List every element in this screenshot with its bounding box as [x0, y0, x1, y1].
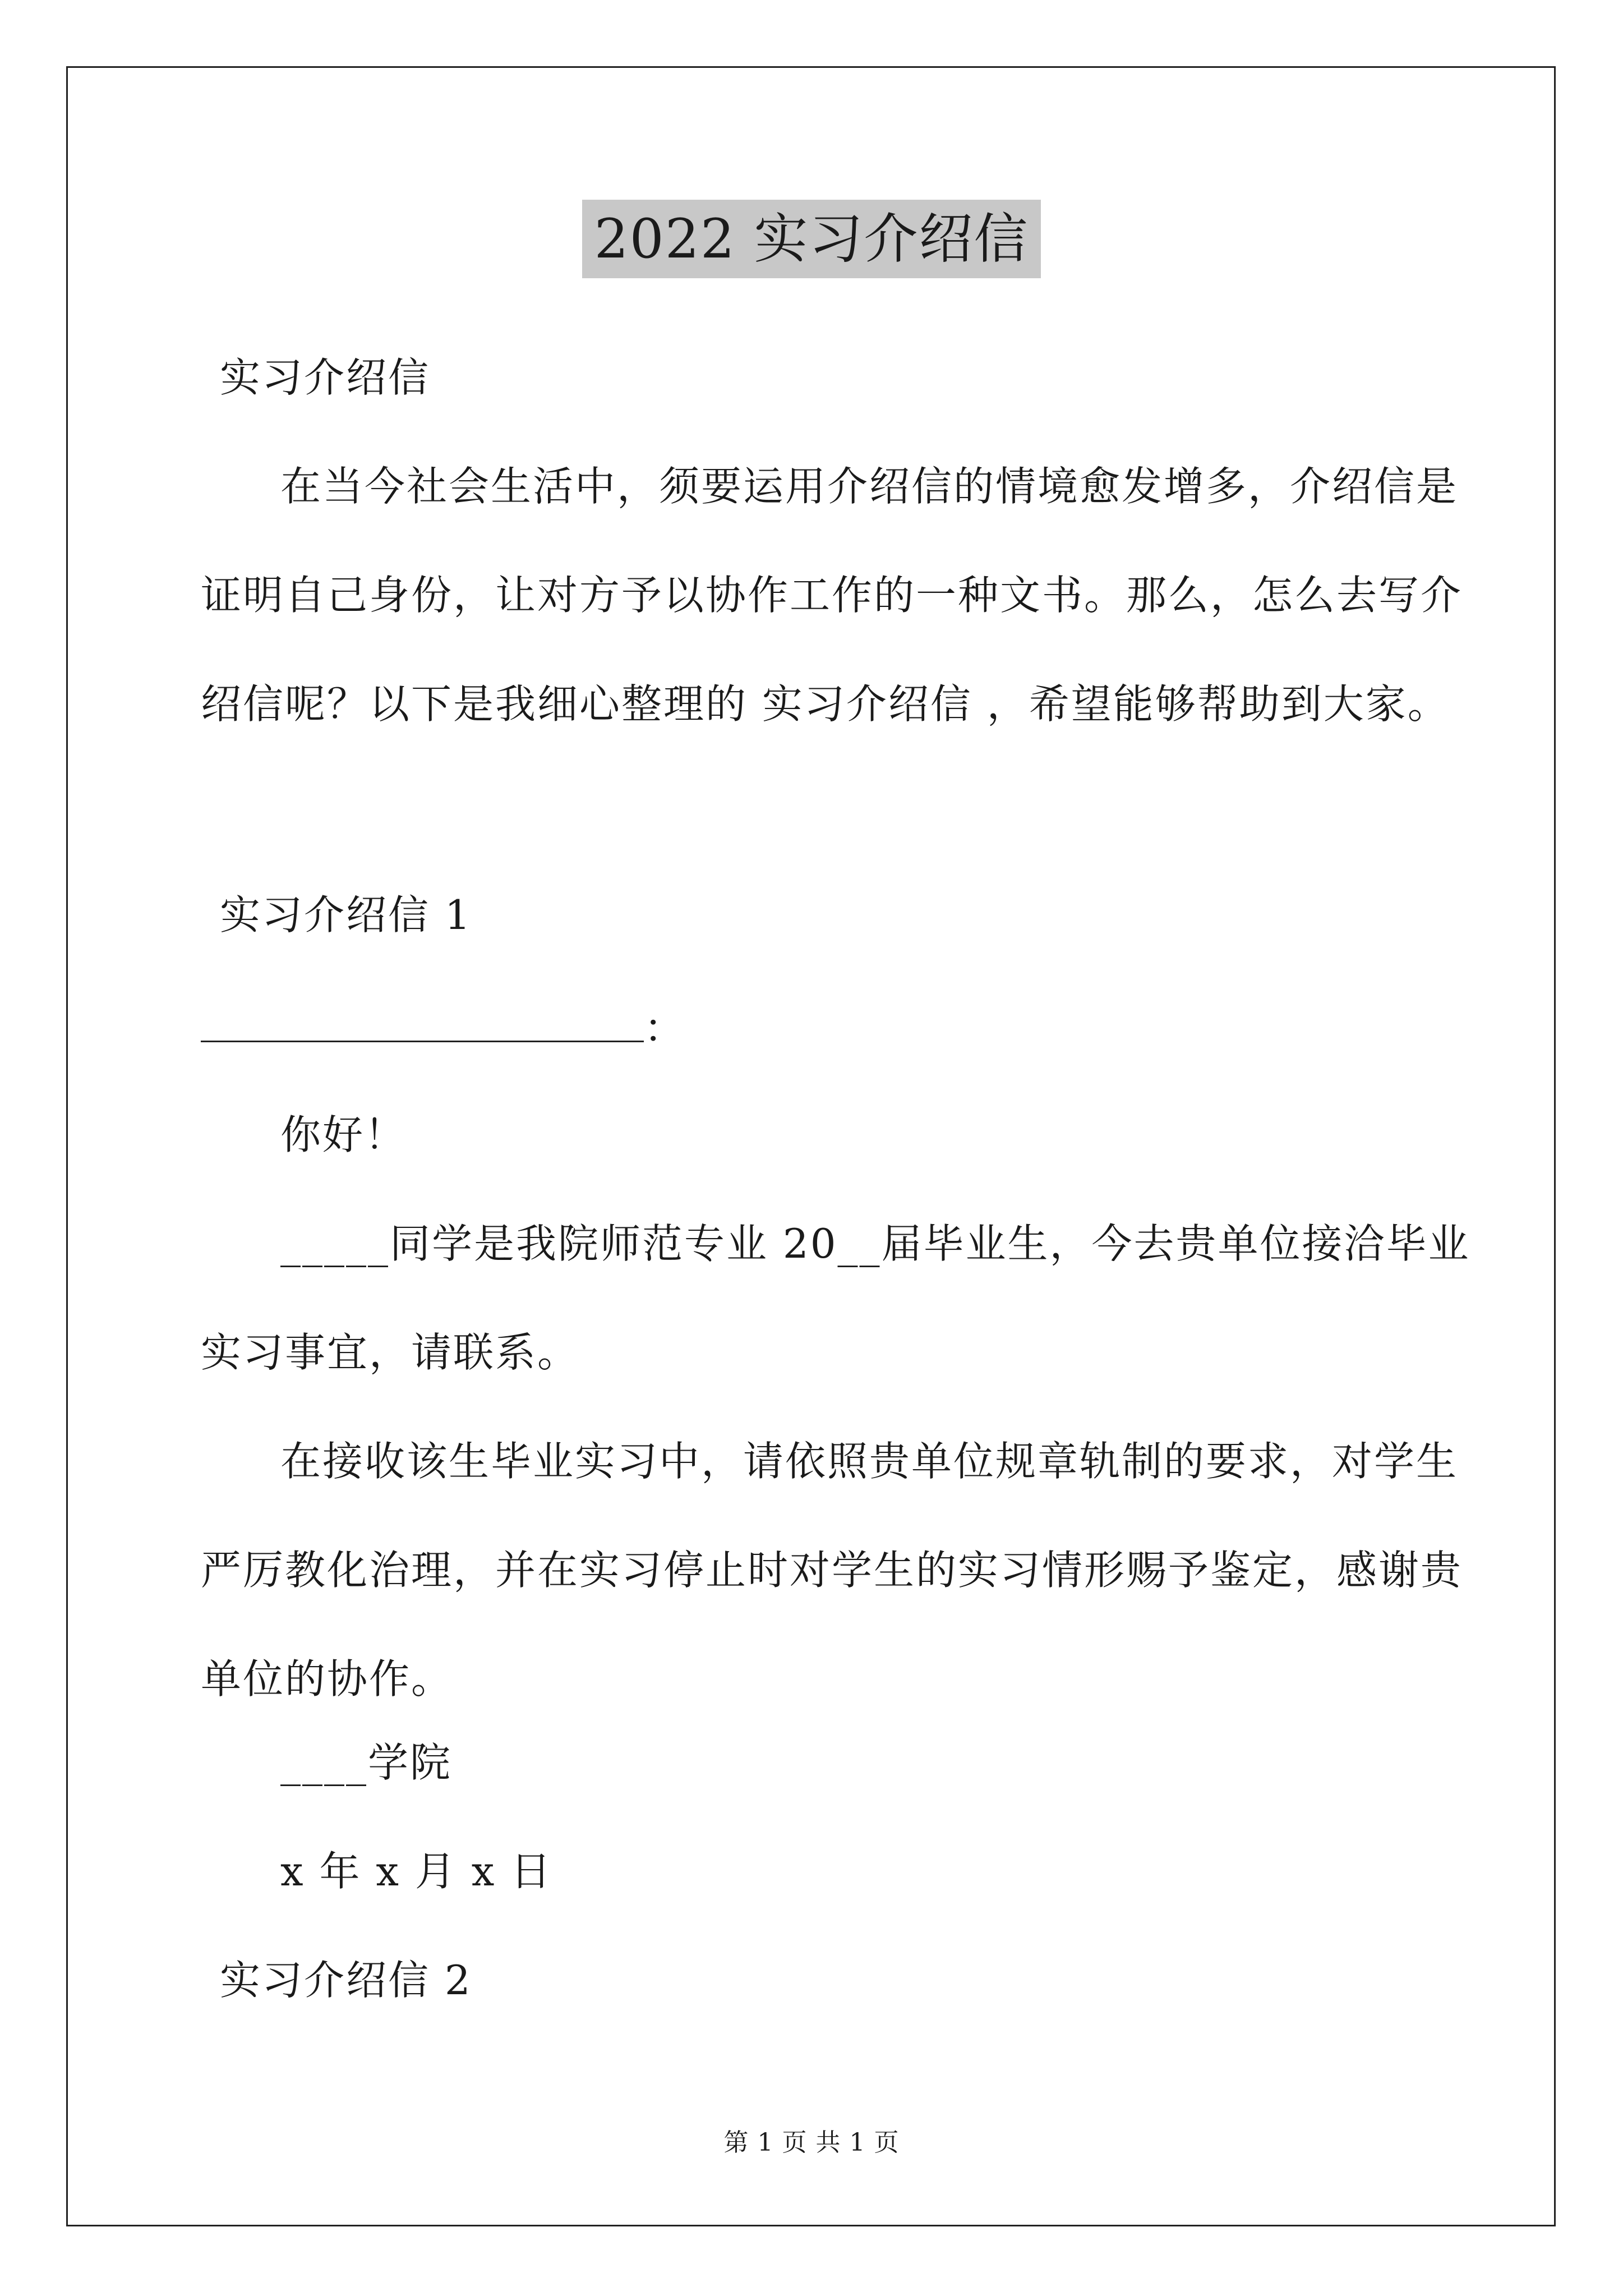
- section-heading: 实习介绍信: [220, 354, 431, 401]
- recipient-blank: [201, 1001, 644, 1042]
- page-footer: 第 1 页 共 1 页: [723, 2128, 900, 2157]
- salutation-colon: ：: [644, 1005, 685, 1052]
- letter1-para2-line2: 严厉教化治理，并在实习停止时对学生的实习情形赐予鉴定，感谢贵: [201, 1547, 1463, 1594]
- letter1-para1-line1: _____同学是我院师范专业 20__届毕业生，今去贵单位接洽毕业: [280, 1220, 1470, 1267]
- letter1-para2-line1: 在接收该生毕业实习中，请依照贵单位规章轨制的要求，对学生: [280, 1438, 1459, 1485]
- intro-line-1: 在当今社会生活中，须要运用介绍信的情境愈发增多，介绍信是: [280, 463, 1459, 510]
- letter1-heading: 实习介绍信 1: [220, 891, 472, 938]
- letter1-date: x 年 x 月 x 日: [280, 1848, 553, 1895]
- letter1-para2-line3: 单位的协作。: [201, 1655, 454, 1703]
- letter1-signature: ____学院: [280, 1739, 453, 1786]
- intro-line-3: 绍信呢？以下是我细心整理的 实习介绍信 ，希望能够帮助到大家。: [201, 680, 1450, 728]
- letter2-heading: 实习介绍信 2: [220, 1957, 472, 2004]
- intro-line-2: 证明自己身份，让对方予以协作工作的一种文书。那么，怎么去写介: [201, 572, 1463, 619]
- letter1-para1-line2: 实习事宜，请联系。: [201, 1329, 580, 1376]
- greeting: 你好！: [280, 1111, 407, 1158]
- salutation-row: [201, 1001, 684, 1053]
- document-title: 2022 实习介绍信: [582, 200, 1041, 278]
- title-container: [0, 200, 1623, 278]
